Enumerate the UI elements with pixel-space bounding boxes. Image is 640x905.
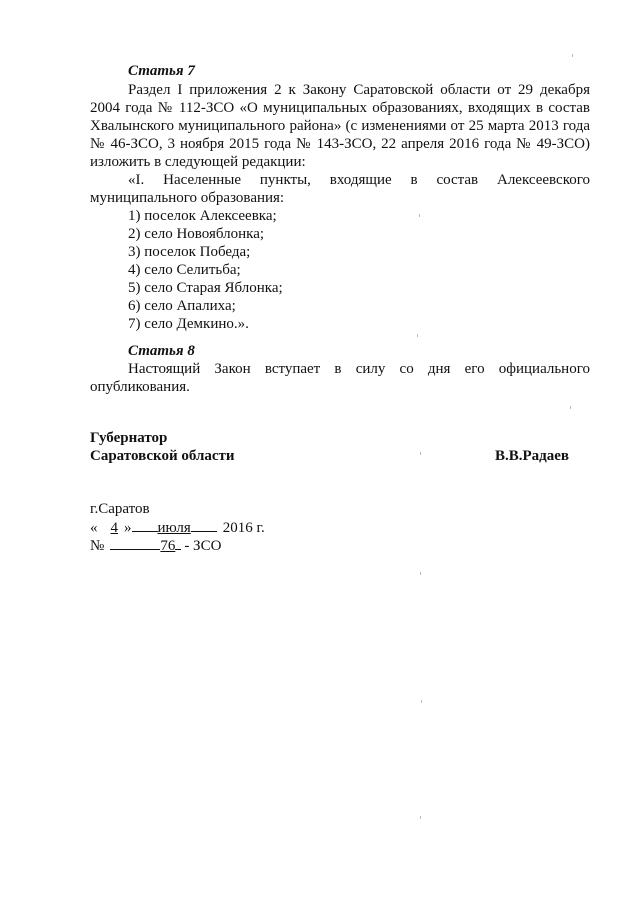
article-7-line-3: Хвалынского муниципального района» (с изменениями от 25 марта 2013 года <box>90 118 590 134</box>
date-month: июля <box>157 520 191 536</box>
list-item: 1) поселок Алексеевка; <box>128 208 277 224</box>
article-8-line-1: Настоящий Закон вступает в силу со дня его официального <box>128 361 590 377</box>
scan-speck <box>417 334 418 337</box>
article-7-heading: Статья 7 <box>128 63 195 79</box>
quote-line-1: «I. Населенные пункты, входящие в состав Алексеевского <box>128 172 590 188</box>
signature-name: В.В.Радаев <box>495 448 570 464</box>
article-7-line-5: изложить в следующей редакции: <box>90 154 306 170</box>
law-number: 76 <box>160 538 176 554</box>
signature-title-1: Губернатор <box>90 430 168 446</box>
list-item: 4) село Селитьба; <box>128 262 241 278</box>
list-item: 3) поселок Победа; <box>128 244 251 260</box>
scan-speck <box>570 406 571 409</box>
scan-speck <box>420 572 421 575</box>
scan-speck <box>420 816 421 819</box>
date-open-quote: « <box>90 520 98 536</box>
date-day: 4 <box>110 520 118 536</box>
scan-speck <box>421 700 422 703</box>
list-item: 5) село Старая Яблонка; <box>128 280 283 296</box>
list-item: 2) село Новояблонка; <box>128 226 265 242</box>
quote-line-2: муниципального образования: <box>90 190 285 206</box>
date-year: 2016 г. <box>222 520 265 536</box>
list-item: 7) село Демкино.». <box>128 316 249 332</box>
article-8-line-2: опубликования. <box>90 379 190 395</box>
article-8-heading: Статья 8 <box>128 343 195 359</box>
scan-speck <box>419 214 420 217</box>
footer-date <box>90 518 265 537</box>
footer-number <box>90 536 221 555</box>
number-sign: № <box>90 538 105 554</box>
article-7-line-2: 2004 года № 112-ЗСО «О муниципальных образованиях, входящих в состав <box>90 100 590 116</box>
footer-city: г.Саратов <box>90 501 150 517</box>
article-7-line-4: № 46-ЗСО, 3 ноября 2015 года № 143-ЗСО, 22 апреля 2016 года № 49-ЗСО) <box>90 136 590 152</box>
list-item: 6) село Апалиха; <box>128 298 236 314</box>
scan-speck <box>420 452 421 455</box>
article-7-line-1: Раздел I приложения 2 к Закону Саратовской области от 29 декабря <box>128 82 590 98</box>
date-close-quote: » <box>124 520 132 536</box>
number-suffix: - ЗСО <box>184 538 222 554</box>
signature-title-2: Саратовской области <box>90 448 235 464</box>
scan-speck <box>572 54 573 57</box>
